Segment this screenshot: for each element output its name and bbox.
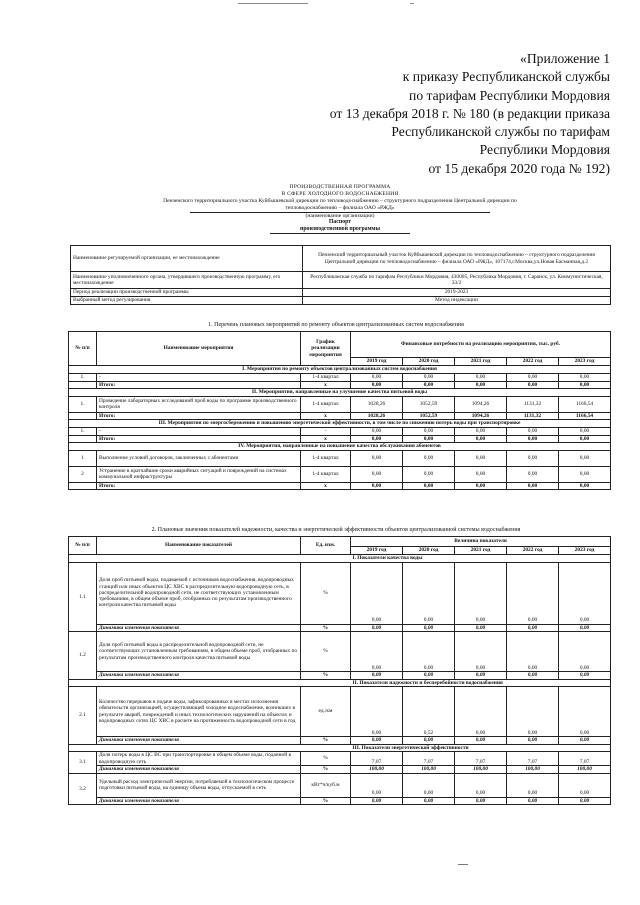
col-finance-header: Финансовые потребности на реализацию мероприятия, тыс. руб.	[351, 332, 611, 358]
dynamics-value: 0,00	[507, 737, 559, 745]
passport-value: Метод индексации	[303, 297, 611, 305]
indicator-name: Доля проб питьевой воды в распределительной водопроводной сети, не соответствующих установленным требованиям, в общем объеме проб, отобранных по результатам производственного контроля качества питьевой воды	[97, 632, 301, 672]
activity-row	[69, 450, 611, 466]
organization-name: Пензенского территориального участка Куйбышевской дирекции по тепловодоснабжению – структурного подразделения Центральной дирекции по	[163, 198, 517, 204]
appendix-line: к приказу Республиканской службы	[402, 69, 610, 85]
indicator-value: 0,00	[455, 687, 507, 737]
dynamics-value: 100,00	[403, 766, 455, 774]
finance-value: 0,00	[559, 373, 611, 381]
total-row	[69, 482, 611, 490]
finance-value: 0,00	[351, 427, 403, 435]
passport-row	[71, 289, 611, 297]
group-header-row	[69, 443, 611, 451]
finance-value: 0,00	[455, 373, 507, 381]
indicator-unit: %	[301, 562, 351, 624]
total-value: 0,00	[559, 482, 611, 490]
program-heading	[70, 184, 610, 220]
activity-name: Устранение в кратчайшие сроки аварийных ситуаций и повреждений на системах коммунальной инфраструктуры	[97, 466, 301, 482]
group-title: I. Показатели качества воды	[351, 555, 611, 563]
group-spacer	[69, 555, 351, 563]
finance-value: 0,00	[455, 427, 507, 435]
total-row	[69, 435, 611, 443]
program-subtitle: В СФЕРЕ ХОЛОДНОГО ВОДОСНАБЖЕНИЯ	[281, 191, 399, 197]
total-value: 1094,26	[455, 412, 507, 420]
total-value: 1131,32	[507, 412, 559, 420]
col-num-header: № п/п	[69, 537, 97, 555]
passport-value: Республиканская служба по тарифам Республики Мордовия, 430005, Республика Мордовия, г. Саранск, ул. Коммунистическая, 33/2	[303, 272, 611, 289]
passport-row	[71, 297, 611, 305]
indicator-value: 0,00	[403, 773, 455, 797]
activity-schedule: -	[301, 427, 351, 435]
indicator-value: 0,00	[507, 562, 559, 624]
indicator-value: 0,00	[507, 632, 559, 672]
dynamics-unit: %	[301, 797, 351, 805]
group-title: II. Мероприятия, направленные на улучшение качества питьевой воды	[69, 389, 611, 397]
year-header: 2020 год	[403, 358, 455, 366]
year-header: 2023 год	[559, 358, 611, 366]
group-header-row	[69, 420, 611, 428]
indicator-value: 0,00	[403, 562, 455, 624]
indicator-unit: кВт*ч/куб.м	[301, 773, 351, 797]
appendix-line: по тарифам Республики Мордовия	[409, 87, 610, 103]
total-value: 0,00	[507, 381, 559, 389]
total-value: 1028,26	[351, 412, 403, 420]
finance-value: 1131,32	[507, 396, 559, 412]
dynamics-value: 0,00	[351, 737, 403, 745]
activity-row	[69, 466, 611, 482]
dynamics-value: 0,00	[403, 737, 455, 745]
year-header: 2021 год	[455, 358, 507, 366]
col-value-header: Величина показателя	[351, 537, 611, 547]
passport-row	[71, 246, 611, 272]
indicator-value: 0,00	[507, 687, 559, 737]
appendix-header	[280, 50, 610, 178]
dynamics-value: 0,00	[455, 797, 507, 805]
scan-artifact	[458, 864, 468, 865]
indicators-table	[68, 536, 611, 805]
total-label: Итого:	[97, 381, 301, 389]
dynamics-row	[69, 737, 611, 745]
appendix-line: от 15 декабря 2020 года № 192)	[428, 160, 610, 176]
dynamics-unit: %	[301, 672, 351, 680]
dynamics-value: 100,00	[455, 766, 507, 774]
total-value: 0,00	[507, 482, 559, 490]
dynamics-value: 0,00	[559, 624, 611, 632]
total-value: 1166,54	[559, 412, 611, 420]
dynamics-label: Динамика изменения показателя	[97, 672, 301, 680]
dynamics-row	[69, 672, 611, 680]
total-mark: х	[301, 482, 351, 490]
finance-value: 0,00	[507, 450, 559, 466]
activity-name: -	[97, 373, 301, 381]
year-header: 2019 год	[351, 547, 403, 555]
dynamics-row	[69, 766, 611, 774]
row-number: 2.1	[69, 687, 97, 745]
total-value: 0,00	[559, 435, 611, 443]
group-header-row	[69, 389, 611, 397]
indicator-name: Доля проб питьевой воды, подаваемой с источников водоснабжения, водопроводных станций или иных объектов ЦС ХВС в распределительную водопроводную сеть, в распределительной водопроводной сети, не соответствующих установленным требованиям, в общем объеме проб, отобранных по результатам производственного контроля качества питьевой воды	[97, 562, 301, 624]
indicator-value: 0,00	[559, 562, 611, 624]
finance-value: 0,00	[559, 450, 611, 466]
section1-title: 1. Перечень плановых мероприятий по ремонту объектов централизованных систем водоснабжения	[208, 322, 464, 328]
appendix-line: от 13 декабря 2018 г. № 180 (в редакции приказа	[329, 105, 610, 121]
scan-artifact	[238, 3, 308, 4]
group-title: III. Мероприятия по энергосбережению и повышению энергетической эффективности, в том числе по снижению потерь воды при транспортировке	[69, 420, 611, 428]
passport-label: Наименование уполномоченного органа, утвердившего производственную программу, его местонахождение	[71, 272, 303, 289]
finance-value: 0,00	[559, 427, 611, 435]
appendix-line: Республиканской службы по тарифам	[391, 124, 610, 140]
dynamics-label: Динамика изменения показателя	[97, 797, 301, 805]
indicator-unit: %	[301, 752, 351, 766]
indicator-name: Доля потерь воды в ЦС ВС при транспортировке в общем объеме воды, поданной в водопроводную сеть	[97, 752, 301, 766]
activity-row	[69, 373, 611, 381]
indicator-value: 0,00	[351, 687, 403, 737]
finance-value: 0,00	[351, 373, 403, 381]
activity-schedule: 1-4 квартал	[301, 373, 351, 381]
passport-title-line: Паспорт	[328, 219, 352, 225]
year-header: 2019 год	[351, 358, 403, 366]
dynamics-value: 0,00	[559, 797, 611, 805]
dynamics-value: 0,00	[455, 737, 507, 745]
total-value: 0,00	[559, 381, 611, 389]
organization-caption: (наименование организации)	[305, 213, 375, 219]
year-header: 2021 год	[455, 547, 507, 555]
total-row	[69, 381, 611, 389]
row-number: 1.	[69, 373, 97, 381]
total-value: 0,00	[351, 381, 403, 389]
indicator-row	[69, 752, 611, 766]
total-empty	[69, 412, 97, 420]
activities-table	[68, 331, 611, 490]
total-value: 0,00	[455, 482, 507, 490]
appendix-line: Республики Мордовия	[479, 142, 610, 158]
indicator-value: 0,00	[455, 562, 507, 624]
indicator-row	[69, 687, 611, 737]
activity-name: Проведение лабораторных исследований проб воды по программе производственного контроля	[97, 396, 301, 412]
dynamics-value: 0,00	[351, 624, 403, 632]
row-number: 1.	[69, 427, 97, 435]
section2-title: 2. Плановые значения показателей надежности, качества и энергетической эффективности объектов централизованной системы водоснабжения	[151, 527, 521, 533]
dynamics-unit: %	[301, 737, 351, 745]
row-number: 1	[69, 450, 97, 466]
dynamics-value: 0,00	[507, 672, 559, 680]
group-title: II. Показатели надежности и бесперебойности водоснабжения	[351, 679, 611, 687]
total-label: Итого:	[97, 482, 301, 490]
group-header-row	[69, 366, 611, 374]
year-header: 2022 год	[507, 358, 559, 366]
finance-value: 0,00	[507, 466, 559, 482]
program-title: ПРОИЗВОДСТВЕННАЯ ПРОГРАММА	[289, 184, 391, 190]
dynamics-value: 0,00	[507, 797, 559, 805]
year-header: 2020 год	[403, 547, 455, 555]
finance-value: 0,00	[455, 466, 507, 482]
passport-value: Пензенский территориальный участок Куйбышевской дирекции по тепловодоснабжению – структурного подразделения Центральной дирекции по тепловодоснабжению – филиала ОАО «РЖД», 107174,г.Москва,ул.Новая Басманная,д.2	[303, 246, 611, 272]
finance-value: 0,00	[403, 427, 455, 435]
passport-label: Период реализации производственной программы	[71, 289, 303, 297]
activity-row	[69, 396, 611, 412]
total-label: Итого:	[97, 435, 301, 443]
dynamics-row	[69, 797, 611, 805]
row-number: 3.2	[69, 773, 97, 805]
dynamics-value: 100,00	[507, 766, 559, 774]
col-name-header: Наименование мероприятия	[97, 332, 301, 366]
indicator-value: 7,07	[351, 752, 403, 766]
indicator-row	[69, 562, 611, 624]
passport-table	[70, 245, 611, 305]
indicator-value: 0,00	[559, 773, 611, 797]
dynamics-value: 0,00	[403, 624, 455, 632]
indicator-value: 0,00	[351, 773, 403, 797]
indicator-value: 7,07	[559, 752, 611, 766]
group-title: I. Мероприятия по ремонту объектов централизованных систем водоснабжения	[69, 366, 611, 374]
total-mark: х	[301, 412, 351, 420]
activity-schedule: 1-4 квартал	[301, 450, 351, 466]
finance-value: 0,00	[351, 466, 403, 482]
finance-value: 0,00	[559, 466, 611, 482]
total-mark: х	[301, 435, 351, 443]
dynamics-row	[69, 624, 611, 632]
activity-row	[69, 427, 611, 435]
col-num-header: № п/п	[69, 332, 97, 366]
total-empty	[69, 381, 97, 389]
row-number: 2	[69, 466, 97, 482]
finance-value: 0,00	[507, 427, 559, 435]
dynamics-unit: %	[301, 766, 351, 774]
group-title: III. Показатели энергетической эффективности	[351, 744, 611, 752]
row-number: 1.	[69, 396, 97, 412]
activity-name: -	[97, 427, 301, 435]
passport-value: 2019-2023	[303, 289, 611, 297]
indicator-value: 0,00	[559, 632, 611, 672]
dynamics-value: 0,00	[403, 797, 455, 805]
dynamics-unit: %	[301, 624, 351, 632]
indicator-name: Удельный расход электрической энергии, потребляемой в технологическом процессе подготовки питьевой воды, на единицу объема воды, отпускаемой в сеть	[97, 773, 301, 797]
finance-value: 1028,26	[351, 396, 403, 412]
dynamics-value: 100,00	[351, 766, 403, 774]
group-title: IV. Мероприятия, направленные на повышение качества обслуживания абонентов	[69, 443, 611, 451]
total-value: 0,00	[351, 482, 403, 490]
dynamics-value: 0,00	[351, 672, 403, 680]
indicator-value: 0,00	[455, 773, 507, 797]
finance-value: 0,00	[455, 450, 507, 466]
row-number: 1.2	[69, 632, 97, 680]
dynamics-value: 0,00	[403, 672, 455, 680]
total-value: 0,00	[507, 435, 559, 443]
total-value: 0,00	[351, 435, 403, 443]
year-header: 2023 год	[559, 547, 611, 555]
finance-value: 1166,54	[559, 396, 611, 412]
passport-title-line: производственной программы	[270, 226, 410, 234]
col-schedule-header: График реализации мероприятия	[301, 332, 351, 366]
indicator-value: 0,00	[507, 773, 559, 797]
finance-value: 1052,59	[403, 396, 455, 412]
group-header-row	[69, 555, 611, 563]
passport-label: Выбранный метод регулирования	[71, 297, 303, 305]
passport-title	[70, 219, 610, 234]
finance-value: 0,00	[351, 450, 403, 466]
appendix-line: «Приложение 1	[520, 51, 610, 66]
indicator-name: Количество перерывов в подаче воды, зафиксированных в местах исполнения обязательств организацией, осуществляющей холодное водоснабжение, возникших в результате аварий, повреждений и иных технологических нарушений на объектах и водопроводных сетях ЦС ХВС в расчете на протяженность водопроводной сети в год	[97, 687, 301, 737]
finance-value: 0,00	[507, 373, 559, 381]
indicator-value: 0,52	[403, 687, 455, 737]
passport-row	[71, 272, 611, 289]
total-empty	[69, 482, 97, 490]
finance-value: 0,00	[403, 373, 455, 381]
total-row	[69, 412, 611, 420]
passport-label: Наименование регулируемой организации, ее местонахождение	[71, 246, 303, 272]
indicator-value: 0,00	[351, 632, 403, 672]
indicator-value: 7,07	[455, 752, 507, 766]
dynamics-value: 0,00	[559, 737, 611, 745]
indicator-row	[69, 632, 611, 672]
year-header: 2022 год	[507, 547, 559, 555]
dynamics-value: 0,00	[559, 672, 611, 680]
total-value: 0,00	[403, 435, 455, 443]
group-spacer	[69, 744, 351, 752]
total-value: 0,00	[455, 381, 507, 389]
group-header-row	[69, 744, 611, 752]
activity-name: Выполнение условий договоров, заключенных с абонентами	[97, 450, 301, 466]
col-name-header: Наименование показателей	[97, 537, 301, 555]
dynamics-value: 100,00	[559, 766, 611, 774]
indicator-value: 0,00	[403, 632, 455, 672]
indicator-value: 0,00	[351, 562, 403, 624]
dynamics-label: Динамика изменения показателя	[97, 737, 301, 745]
total-value: 0,00	[403, 381, 455, 389]
indicator-value: 7,07	[403, 752, 455, 766]
activity-schedule: 1-4 квартал	[301, 396, 351, 412]
dynamics-value: 0,00	[507, 624, 559, 632]
row-number: 3.1	[69, 752, 97, 774]
group-header-row	[69, 679, 611, 687]
total-label: Итого:	[97, 412, 301, 420]
finance-value: 0,00	[403, 450, 455, 466]
scan-artifact	[410, 3, 414, 4]
row-number: 1.1	[69, 562, 97, 632]
total-value: 0,00	[403, 482, 455, 490]
organization-name-cont: тепловодоснабжению – филиала ОАО «РЖД»	[190, 205, 490, 213]
finance-value: 0,00	[403, 466, 455, 482]
indicator-row	[69, 773, 611, 797]
dynamics-label: Динамика изменения показателя	[97, 624, 301, 632]
total-value: 0,00	[455, 435, 507, 443]
col-unit-header: Ед. изм.	[301, 537, 351, 555]
dynamics-value: 0,00	[455, 624, 507, 632]
dynamics-value: 0,00	[455, 672, 507, 680]
activity-schedule: 1-4 квартал	[301, 466, 351, 482]
indicator-unit: %	[301, 632, 351, 672]
dynamics-value: 0,00	[351, 797, 403, 805]
indicator-unit: ед./км	[301, 687, 351, 737]
total-empty	[69, 435, 97, 443]
total-value: 1052,59	[403, 412, 455, 420]
indicator-value: 7,07	[507, 752, 559, 766]
group-spacer	[69, 679, 351, 687]
indicator-value: 0,00	[455, 632, 507, 672]
total-mark: х	[301, 381, 351, 389]
finance-value: 1094,26	[455, 396, 507, 412]
indicator-value: 0,00	[559, 687, 611, 737]
dynamics-label: Динамика изменения показателя	[97, 766, 301, 774]
